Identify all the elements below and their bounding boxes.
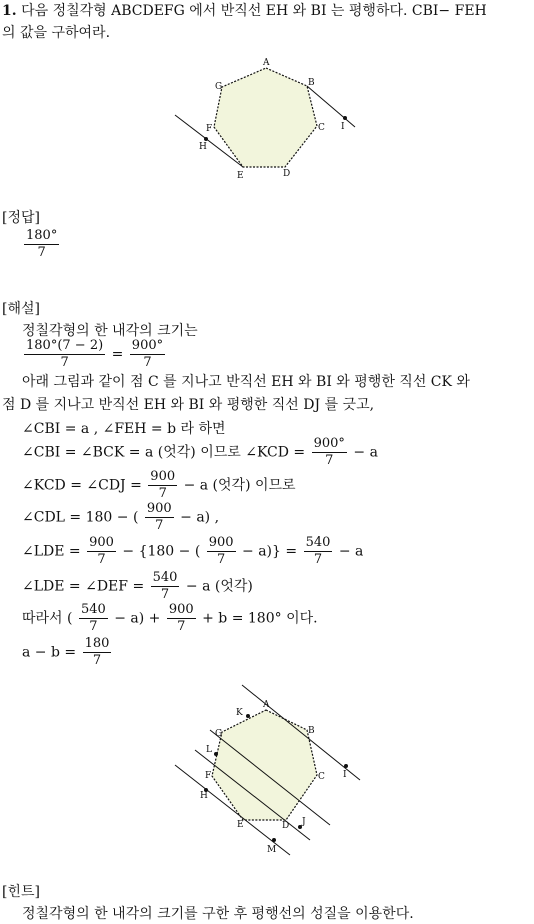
frac-num: 900: [150, 469, 176, 484]
text: − {180 − (: [122, 543, 201, 560]
label-k: K: [236, 708, 243, 718]
frac-num: 180°(7 − 2): [26, 338, 104, 353]
frac-num: 900: [146, 501, 172, 516]
solution-line-4: 점 D 를 지나고 반직선 EH 와 BI 와 평행한 직선 DJ 를 긋고,: [2, 397, 375, 413]
label-h: H: [200, 791, 208, 801]
frac-num: 900°: [313, 436, 345, 451]
solution-line-7: [22, 469, 296, 502]
heptagon-parallel-figure: [170, 680, 370, 860]
label-c: C: [318, 123, 325, 133]
frac-den: 7: [177, 619, 186, 634]
text: − a: [338, 543, 364, 560]
frac-num: 900: [168, 602, 194, 617]
solution-line-5: ∠CBI = a , ∠FEH = b 라 하면: [22, 421, 226, 437]
text: ∠LDE = ∠DEF =: [22, 578, 145, 595]
frac-num: 540: [305, 535, 331, 550]
label-f: F: [206, 124, 213, 134]
point-k: [246, 714, 250, 718]
label-l: L: [206, 745, 212, 755]
text: − a (엇각): [185, 578, 253, 595]
text: 따라서 (: [22, 610, 73, 627]
label-i: I: [343, 770, 347, 780]
problem-number: 1.: [2, 3, 17, 19]
problem-text: 다음 정칠각형 ABCDEFG 에서 반직선 EH 와 BI 는 평행하다. CBI− FEH: [21, 3, 487, 19]
frac-den: 7: [143, 355, 152, 370]
solution-line-6: [22, 436, 378, 469]
label-e: E: [237, 820, 244, 830]
frac-den: 7: [313, 552, 323, 567]
label-e: E: [237, 171, 244, 181]
label-g: G: [215, 82, 223, 92]
text: − a: [353, 444, 378, 461]
answer-den: 7: [37, 245, 46, 260]
hint-header: [힌트]: [2, 884, 40, 900]
frac-den: 7: [160, 587, 170, 602]
text: ∠KCD = ∠CDJ =: [22, 477, 142, 494]
frac-den: 7: [155, 518, 164, 533]
solution-line-9: [22, 535, 363, 568]
label-f: F: [205, 771, 212, 781]
answer-header: [정답]: [2, 210, 40, 226]
solution-line-2: [22, 338, 167, 371]
label-i: I: [341, 122, 345, 132]
label-a: A: [263, 58, 270, 68]
frac-den: 7: [89, 619, 98, 634]
point-h: [204, 137, 208, 141]
frac-den: 7: [92, 653, 102, 668]
label-b: B: [308, 78, 315, 88]
point-l: [214, 752, 218, 756]
text: − a) +: [114, 610, 161, 627]
frac-den: 7: [217, 552, 226, 567]
hint-text: 정칠각형의 한 내각의 크기를 구한 후 평행선의 성질을 이용한다.: [22, 906, 414, 922]
solution-header: [해설]: [2, 301, 40, 317]
frac-num: 540: [152, 570, 178, 585]
text: ∠LDE =: [22, 543, 81, 560]
problem-line-1: [2, 2, 487, 20]
heptagon-figure: [170, 55, 370, 185]
solution-line-10: [22, 570, 253, 603]
equals: =: [111, 346, 124, 363]
text: ∠CDL = 180 − (: [22, 509, 139, 526]
frac-den: 7: [158, 486, 167, 501]
label-d: D: [283, 169, 291, 179]
text: − a) ,: [180, 509, 220, 526]
problem-line-2: 의 값을 구하여라.: [2, 25, 111, 41]
point-m: [272, 838, 276, 842]
text: ∠CBI = ∠BCK = a (엇각) 이므로 ∠KCD =: [22, 444, 306, 461]
label-a: A: [263, 700, 270, 710]
frac-num: 900: [89, 535, 114, 550]
frac-num: 900: [208, 535, 234, 550]
heptagon-shape: [214, 68, 317, 167]
frac-den: 7: [97, 552, 106, 567]
frac-num: 900°: [131, 338, 164, 353]
label-j: J: [302, 817, 306, 827]
label-c: C: [318, 772, 325, 782]
text: − a (엇각) 이므로: [183, 477, 296, 494]
label-g: G: [215, 729, 223, 739]
answer-num: 180°: [26, 228, 58, 243]
frac-num: 540: [80, 602, 106, 617]
frac-den: 7: [325, 453, 334, 468]
answer-value: [22, 228, 61, 261]
text: − a)} =: [242, 543, 298, 560]
solution-line-3: 아래 그림과 같이 점 C 를 지나고 반직선 EH 와 BI 와 평행한 직선 CK 와: [22, 374, 470, 390]
label-m: M: [267, 845, 277, 855]
point-i: [344, 764, 348, 768]
label-h: H: [199, 142, 207, 152]
solution-line-8: [22, 501, 219, 534]
label-b: B: [308, 726, 315, 736]
solution-line-1: 정칠각형의 한 내각의 크기는: [22, 323, 198, 339]
text: a − b =: [22, 644, 77, 661]
frac-num: 180: [84, 636, 110, 651]
solution-line-12: [22, 636, 113, 669]
label-d: D: [282, 821, 290, 831]
frac-den: 7: [60, 355, 69, 370]
heptagon-shape: [212, 710, 317, 820]
solution-line-11: [22, 602, 318, 635]
text: + b = 180° 이다.: [202, 610, 318, 627]
point-i: [343, 116, 347, 120]
